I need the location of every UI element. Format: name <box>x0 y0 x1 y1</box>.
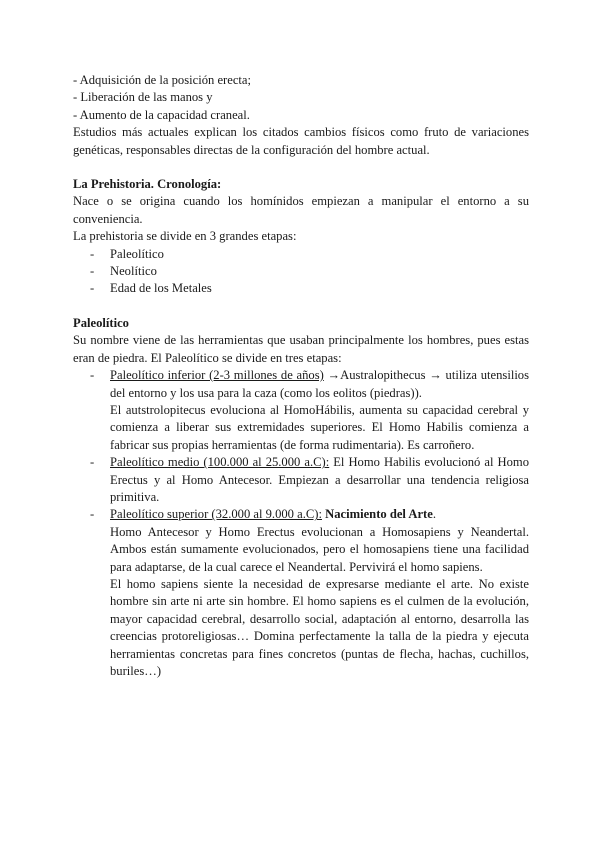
paleolitico-paragraph: Su nombre viene de las herramientas que usaban principalmente los hombres, pues estas eran de piedra. El Paleolítico se divide en tres etapas: <box>73 333 529 365</box>
list-item-inferior <box>73 367 529 454</box>
prehistoria-paragraph-1: Nace o se origina cuando los homínidos empiezan a manipular el entorno a su conveniencia. <box>73 194 529 226</box>
superior-bold: Nacimiento del Arte <box>325 507 433 522</box>
list-item-medio <box>73 454 529 506</box>
stage-label: Neolítico <box>110 264 157 279</box>
medio-title: Paleolítico medio (100.000 al 25.000 a.C): <box>110 455 330 470</box>
prehistoria-paragraph-2: La prehistoria se divide en 3 grandes etapas: <box>73 229 297 244</box>
medio-text <box>110 454 529 506</box>
inferior-rest: →Australopithecus → utiliza utensilios del entorno y los usa para la caza (como los eolitos (piedras)). <box>110 368 530 400</box>
intro-bullet-3: - Aumento de la capacidad craneal. <box>73 107 250 122</box>
list-dash: - <box>90 455 95 470</box>
superior-paragraph-3: El homo sapiens siente la necesidad de expresarse mediante el arte. No existe hombre sin arte ni arte sin hombre. El homo sapiens es el culmen de la evolución, mayor capacidad cerebral, desarrollo social, adaptación al entorno, desarrolla las creencias protoreligiosas… Domina perfectamente la talla de la piedra y ejecuta herramientas concretas para fines concretos (puntas de flecha, hachas, cuchillos, buriles…) <box>110 576 529 678</box>
document-content <box>73 72 529 680</box>
list-dash: - <box>90 264 95 279</box>
spacer <box>73 159 529 176</box>
paleolitico-heading: Paleolítico <box>73 315 129 330</box>
inferior-text <box>110 367 529 402</box>
stages-list <box>73 246 529 298</box>
stage-label: Paleolítico <box>110 246 164 261</box>
inferior-title: Paleolítico inferior (2-3 millones de años) <box>110 368 324 383</box>
list-dash: - <box>90 368 95 383</box>
list-item <box>73 280 529 297</box>
list-dash: - <box>90 507 95 522</box>
list-item <box>73 263 529 280</box>
prehistoria-heading: La Prehistoria. Cronología: <box>73 177 222 192</box>
intro-bullet-2: - Liberación de las manos y <box>73 90 213 105</box>
superior-title: Paleolítico superior (32.000 al 9.000 a.C): <box>110 507 322 522</box>
inferior-paragraph-2: El autstrolopitecus evoluciona al HomoHábilis, aumenta su capacidad cerebral y comienza a liberar sus extremidades superiores. El Homo Habilis comienza a fabricar sus propias herramientas (de forma rudimentaria). Es carroñero. <box>110 402 529 452</box>
superior-period: . <box>432 507 436 522</box>
list-dash: - <box>90 246 95 261</box>
stage-label: Edad de los Metales <box>110 281 212 296</box>
list-item <box>73 246 529 263</box>
medio-rest: El Homo Habilis evolucionó al Homo Erectus y al Homo Antecesor. Empiezan a desarrollar una tendencia religiosa primitiva. <box>110 455 529 504</box>
superior-text <box>110 506 529 523</box>
list-item-superior <box>73 506 529 680</box>
list-dash: - <box>90 281 95 296</box>
spacer <box>73 298 529 315</box>
paleolitico-stages-list <box>73 367 529 680</box>
superior-paragraph-2: Homo Antecesor y Homo Erectus evolucionan a Homosapiens y Neandertal. Ambos están sumamente evolucionados, pero el homosapiens tiene una facilidad para adaptarse, de la cual carece el Neandertal. Pervivirá el homo sapiens. <box>110 524 529 574</box>
intro-paragraph: Estudios más actuales explican los citados cambios físicos como fruto de variaciones genéticas, responsables directas de la configuración del hombre actual. <box>73 125 529 157</box>
intro-bullet-1: - Adquisición de la posición erecta; <box>73 73 252 87</box>
